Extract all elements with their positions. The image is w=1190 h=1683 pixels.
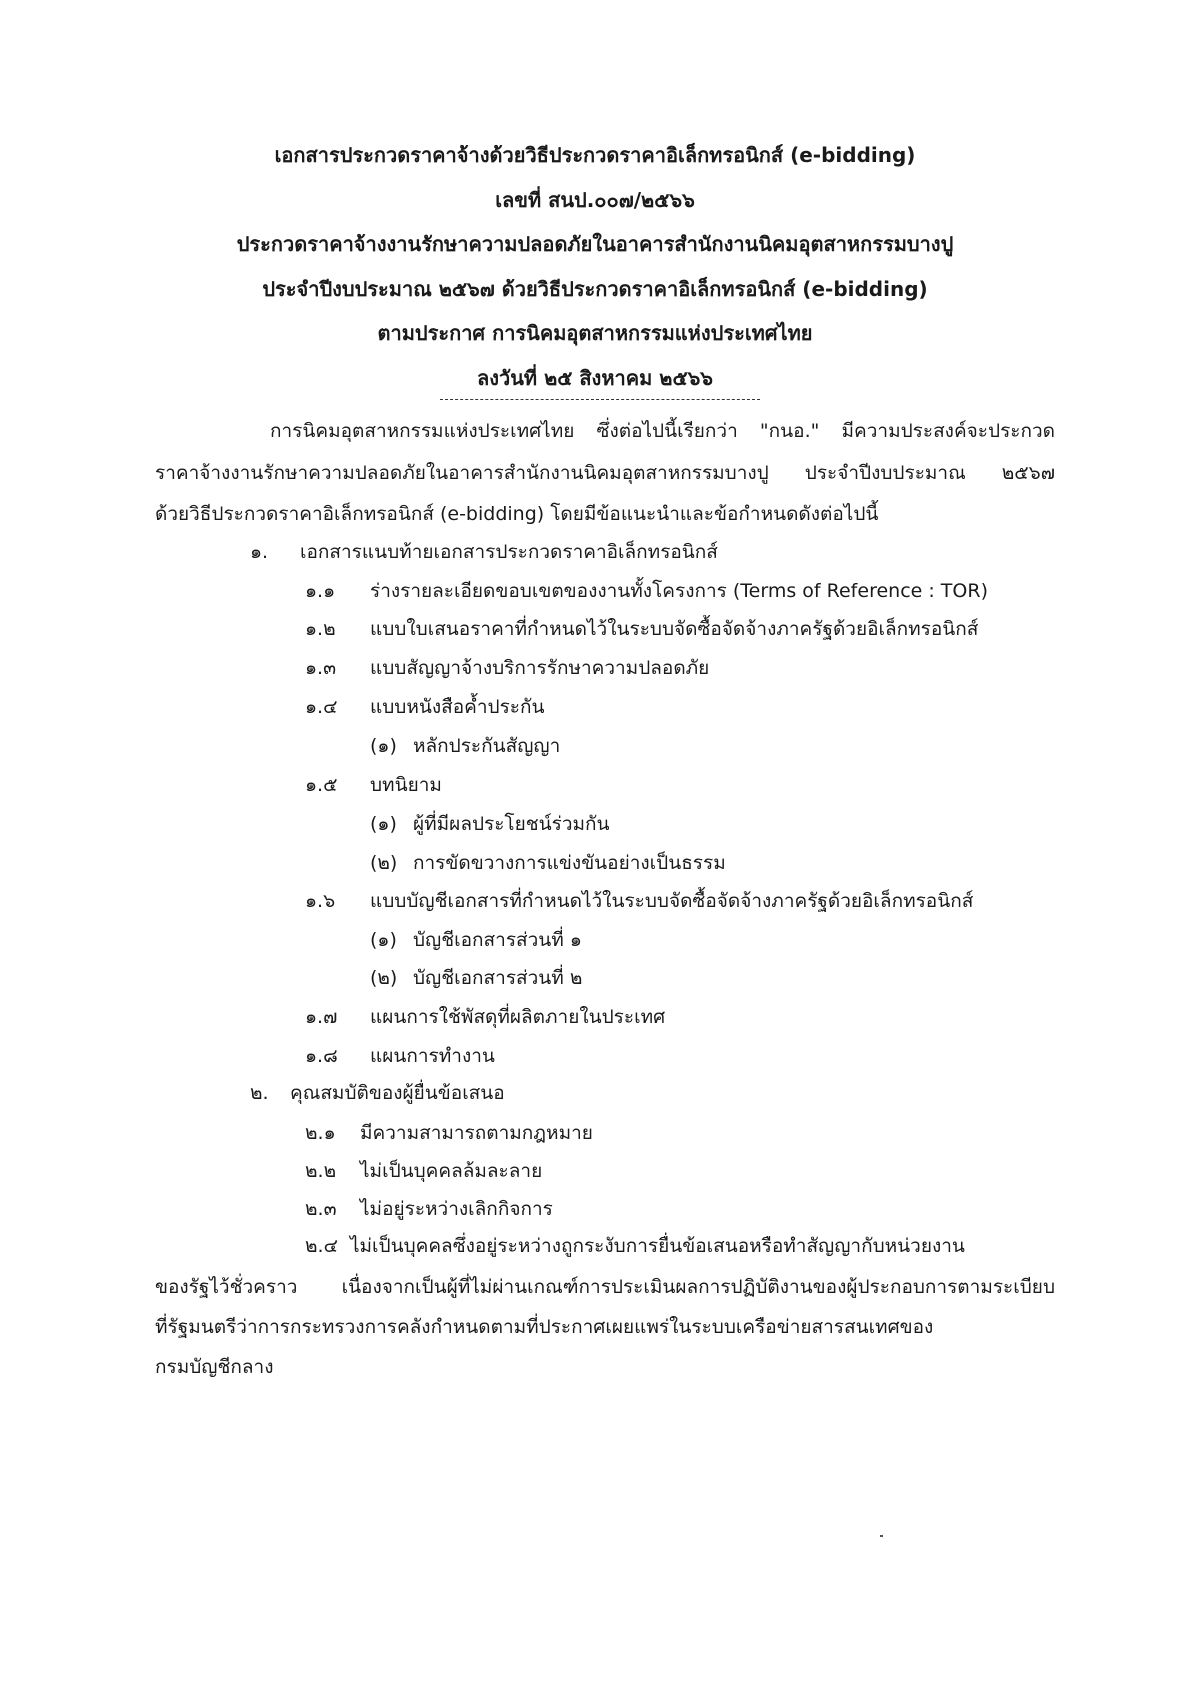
item-1-7-number: ๑.๗ xyxy=(305,1006,338,1028)
scan-speck xyxy=(880,1535,883,1537)
item-1-4-text: แบบหนังสือค้ำประกัน xyxy=(370,696,545,718)
item-1-1-text: ร่างรายละเอียดขอบเขตของงานทั้งโครงการ (Terms of Reference : TOR) xyxy=(370,580,988,602)
title-line-3: ประกวดราคาจ้างงานรักษาความปลอดภัยในอาคารสำนักงานนิคมอุตสาหกรรมบางปู xyxy=(236,232,954,256)
item-1-5-sub-1-number: (๑) xyxy=(370,813,397,835)
item-1-5-sub-1-text: ผู้ที่มีผลประโยชน์ร่วมกัน xyxy=(413,813,610,835)
item-1-5-text: บทนิยาม xyxy=(370,774,442,796)
title-line-1: เอกสารประกวดราคาจ้างด้วยวิธีประกวดราคาอิเล็กทรอนิกส์ (e-bidding) xyxy=(274,143,916,167)
item-1-7-text: แผนการใช้พัสดุที่ผลิตภายในประเทศ xyxy=(370,1006,666,1028)
item-2-1-text: มีความสามารถตามกฎหมาย xyxy=(360,1122,593,1144)
item-1-2-number: ๑.๒ xyxy=(305,618,336,640)
item-2-4-line-4: กรมบัญชีกลาง xyxy=(155,1356,274,1378)
item-1-1-number: ๑.๑ xyxy=(305,580,336,602)
item-1-2-text: แบบใบเสนอราคาที่กำหนดไว้ในระบบจัดซื้อจัดจ้างภาครัฐด้วยอิเล็กทรอนิกส์ xyxy=(370,618,979,640)
item-1-5-sub-2-number: (๒) xyxy=(370,852,398,874)
title-line-2: เลขที่ สนป.๐๐๗/๒๕๖๖ xyxy=(495,187,695,212)
title-line-6: ลงวันที่ ๒๕ สิงหาคม ๒๕๖๖ xyxy=(477,365,713,390)
item-1-8-text: แผนการทำงาน xyxy=(370,1045,495,1067)
item-2-4-line-3: ที่รัฐมนตรีว่าการกระทรวงการคลังกำหนดตามที่ประกาศเผยแพร่ในระบบเครือข่ายสารสนเทศของ xyxy=(155,1316,934,1338)
item-2-4-line-2: ของรัฐไว้ชั่วคราว เนื่องจากเป็นผู้ที่ไม่ผ่านเกณฑ์การประเมินผลการปฏิบัติงานของผู้ประกอบการตามระเบียบ xyxy=(155,1276,1055,1298)
item-1-6-sub-2-text: บัญชีเอกสารส่วนที่ ๒ xyxy=(413,967,583,989)
item-1-3-text: แบบสัญญาจ้างบริการรักษาความปลอดภัย xyxy=(370,657,710,679)
title-divider xyxy=(440,399,760,400)
section-1-number: ๑. xyxy=(250,541,269,563)
item-2-1-number: ๒.๑ xyxy=(305,1122,336,1144)
item-1-6-sub-2-number: (๒) xyxy=(370,967,398,989)
section-1-heading: เอกสารแนบท้ายเอกสารประกวดราคาอิเล็กทรอนิกส์ xyxy=(300,541,718,563)
intro-line-1: การนิคมอุตสาหกรรมแห่งประเทศไทย ซึ่งต่อไปนี้เรียกว่า "กนอ." มีความประสงค์จะประกวด xyxy=(270,420,1055,442)
item-2-4-line-1: ๒.๔ ไม่เป็นบุคคลซึ่งอยู่ระหว่างถูกระงับการยื่นข้อเสนอหรือทำสัญญากับหน่วยงาน xyxy=(305,1235,965,1257)
item-1-3-number: ๑.๓ xyxy=(305,657,337,679)
item-2-4-number: ๒.๔ xyxy=(305,1235,338,1257)
item-2-2-number: ๒.๒ xyxy=(305,1160,337,1182)
item-1-6-number: ๑.๖ xyxy=(305,890,336,912)
item-1-5-sub-2-text: การขัดขวางการแข่งขันอย่างเป็นธรรม xyxy=(413,852,726,874)
item-2-3-text: ไม่อยู่ระหว่างเลิกกิจการ xyxy=(360,1198,553,1220)
item-1-6-sub-1-text: บัญชีเอกสารส่วนที่ ๑ xyxy=(413,929,582,951)
item-1-6-sub-1-number: (๑) xyxy=(370,929,397,951)
item-2-3-number: ๒.๓ xyxy=(305,1198,337,1220)
intro-line-3: ด้วยวิธีประกวดราคาอิเล็กทรอนิกส์ (e-bidding) โดยมีข้อแนะนำและข้อกำหนดดังต่อไปนี้ xyxy=(155,503,879,525)
item-1-6-text: แบบบัญชีเอกสารที่กำหนดไว้ในระบบจัดซื้อจัดจ้างภาครัฐด้วยอิเล็กทรอนิกส์ xyxy=(370,890,974,912)
item-2-2-text: ไม่เป็นบุคคลล้มละลาย xyxy=(360,1160,543,1182)
section-2-heading: คุณสมบัติของผู้ยื่นข้อเสนอ xyxy=(290,1082,505,1104)
intro-line-2: ราคาจ้างงานรักษาความปลอดภัยในอาคารสำนักงานนิคมอุตสาหกรรมบางปู ประจำปีงบประมาณ ๒๕๖๗ xyxy=(155,462,1055,484)
document-title-block xyxy=(0,133,1190,400)
title-line-5: ตามประกาศ การนิคมอุตสาหกรรมแห่งประเทศไทย xyxy=(377,321,813,345)
item-1-5-number: ๑.๕ xyxy=(305,774,338,796)
item-1-4-number: ๑.๔ xyxy=(305,696,338,718)
section-2-number: ๒. xyxy=(250,1082,269,1104)
item-1-8-number: ๑.๘ xyxy=(305,1045,338,1067)
item-1-4-sub-1-text: หลักประกันสัญญา xyxy=(413,735,561,757)
item-1-4-sub-1-number: (๑) xyxy=(370,735,397,757)
title-line-4: ประจำปีงบประมาณ ๒๕๖๗ ด้วยวิธีประกวดราคาอิเล็กทรอนิกส์ (e-bidding) xyxy=(262,276,928,301)
